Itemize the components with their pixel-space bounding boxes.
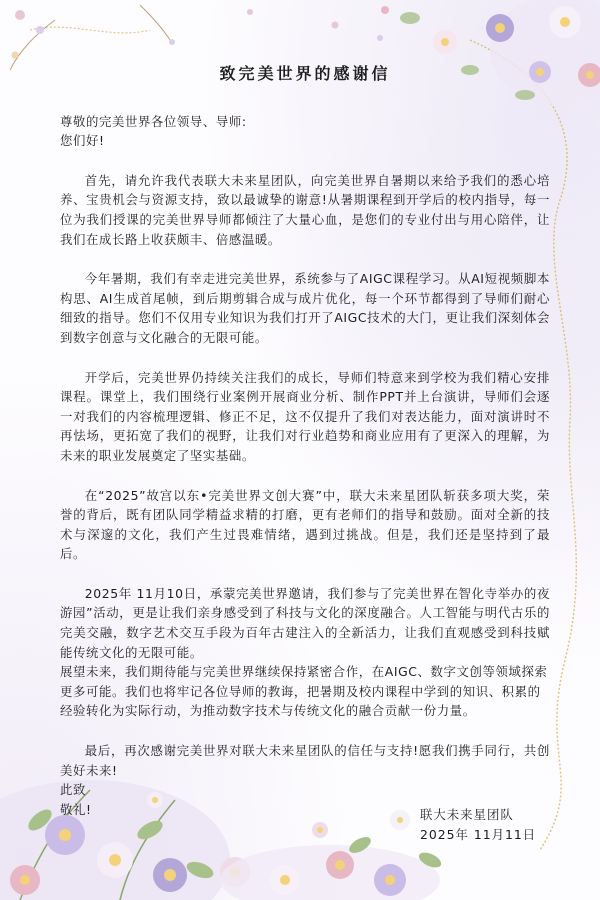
- signature-block: [420, 805, 536, 844]
- paragraph-night-tour: 2025年 11月10日，承蒙完美世界邀请，我们参与了完美世界在智化寺举办的夜游园”活动，更是让我们亲身感受到了科技与文化的深度融合。人工智能与明代古乐的完美交融，数字艺术交互手段为百年古建注入的全新活力，让我们直观感受到科技赋能传统文化的无限可能。: [60, 585, 550, 660]
- letter-body: [60, 58, 550, 819]
- paragraph-closing: 最后，再次感谢完美世界对联大未来星团队的信任与支持!愿我们携手同行，共创美好未来!: [60, 743, 550, 778]
- signature-date: 2025年 11月11日: [420, 826, 537, 842]
- bottom-center-flowers: [220, 810, 443, 900]
- paragraph-summer-course: 今年暑期，我们有幸走进完美世界，系统参与了AIGC课程学习。从AI短视频脚本构思、AI生成首尾帧，到后期剪辑合成与成片优化，每一个环节都得到了导师们耐心细致的指导。您们不仅用专业知识为我们打开了AIGC技术的大门，更让我们深刻体会到数字创意与文化融合的无限可能。: [60, 271, 550, 345]
- paragraph-thanks: 首先，请允许我代表联大未来星团队，向完美世界自暑期以来给予我们的悉心培养、宝贵机会与资源支持，致以最诚挚的谢意!从暑期课程到开学后的校内指导，每一位为我们授课的完美世界导师都倾注了大量心血，是您们的专业付出与用心陪伴，让我们在成长路上收获颇丰、倍感温暖。: [60, 172, 550, 247]
- paragraph-competition: 在“2025”故宫以东•完美世界文创大赛”中，联大未来星团队斩获多项大奖，荣誉的背后，既有团队同学精益求精的打磨，更有老师们的指导和鼓励。面对全新的技术与深邃的文化，我们产生过畏难情绪，遇到过挑战。但是，我们还是坚持到了最后。: [60, 487, 550, 562]
- letter-title: 致完美世界的感谢信: [219, 64, 391, 83]
- signature-team: 联大未来星团队: [420, 807, 514, 822]
- greeting: 您们好!: [60, 133, 105, 149]
- valediction-2: 敬礼!: [60, 801, 92, 817]
- paragraph-outlook: 展望未来，我们期待能与完美世界继续保持紧密合作，在AIGC、数字文创等领域探索更多可能。我们也将牢记各位导师的教诲，把暑期及校内课程中学到的知识、积累的经验转化为实际行动，为推动数字技术与传统文化的融合贡献一份力量。: [60, 664, 548, 719]
- valediction-1: 此致: [60, 782, 86, 798]
- paragraph-school-course: 开学后，完美世界仍持续关注我们的成长，导师们特意来到学校为我们精心安排课程。课堂上，我们围绕行业案例开展商业分析、制作PPT并上台演讲，导师们会逐一对我们的内容梳理逻辑、修正不足，这不仅提升了我们对表达能力，面对演讲时不再怯场，更拓宽了我们的视野，让我们对行业趋势和商业应用有了更深入的理解，为未来的职业发展奠定了坚实基础。: [60, 369, 550, 463]
- salutation: 尊敬的完美世界各位领导、导师:: [60, 113, 247, 129]
